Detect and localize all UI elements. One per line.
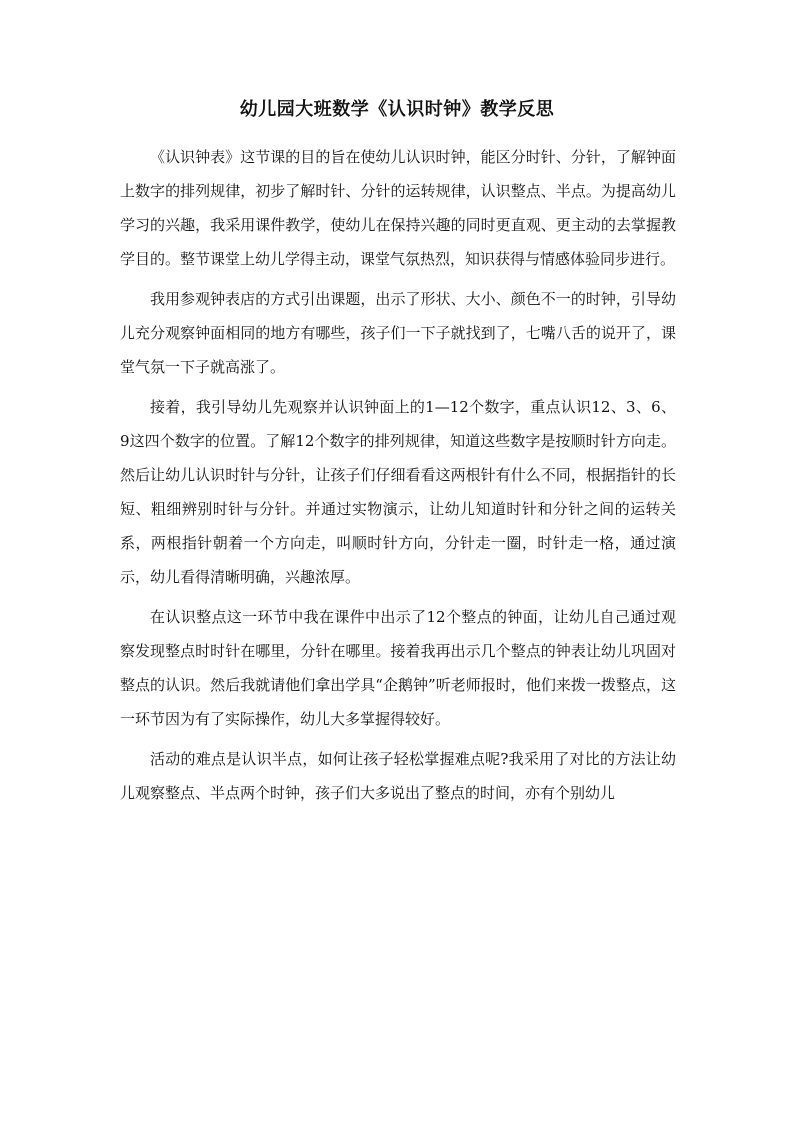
document-title: 幼儿园大班数学《认识时钟》教学反思 — [239, 99, 555, 120]
paragraph-4: 在认识整点这一环节中我在课件中出示了12个整点的钟面，让幼儿自己通过观察发现整点时时针在哪里，分针在哪里。接着我再出示几个整点的钟表让幼儿巩固对整点的认识。然后我就请他们拿出学具“企鹅钟”听老师报时，他们来拨一拨整点，这一环节因为有了实际操作，幼儿大多掌握得较好。 — [120, 608, 676, 728]
document-body — [120, 140, 676, 816]
paragraph-2: 我用参观钟表店的方式引出课题，出示了形状、大小、颜色不一的时钟，引导幼儿充分观察钟面相同的地方有哪些，孩子们一下子就找到了，七嘴八舌的说开了，课堂气氛一下子就高涨了。 — [120, 290, 676, 376]
paragraph-1: 《认识钟表》这节课的目的旨在使幼儿认识时钟，能区分时针、分针，了解钟面上数字的排列规律，初步了解时针、分针的运转规律，认识整点、半点。为提高幼儿学习的兴趣，我采用课件教学，使幼儿在保持兴趣的同时更直观、更主动的去掌握教学目的。整节课堂上幼儿学得主动，课堂气氛热烈，知识获得与情感体验同步进行。 — [120, 148, 676, 268]
paragraph-5: 活动的难点是认识半点，如何让孩子轻松掌握难点呢?我采用了对比的方法让幼儿观察整点、半点两个时钟，孩子们大多说出了整点的时间，亦有个别幼儿 — [120, 750, 676, 802]
paragraph-3: 接着，我引导幼儿先观察并认识钟面上的1—12个数字，重点认识12、3、6、9这四个数字的位置。了解12个数字的排列规律，知道这些数字是按顺时针方向走。然后让幼儿认识时针与分针，让孩子们仔细看看这两根针有什么不同，根据指针的长短、粗细辨别时针与分针。并通过实物演示，让幼儿知道时针和分针之间的运转关系，两根指针朝着一个方向走，叫顺时针方向，分针走一圈，时针走一格，通过演示，幼儿看得清晰明确，兴趣浓厚。 — [120, 398, 676, 586]
